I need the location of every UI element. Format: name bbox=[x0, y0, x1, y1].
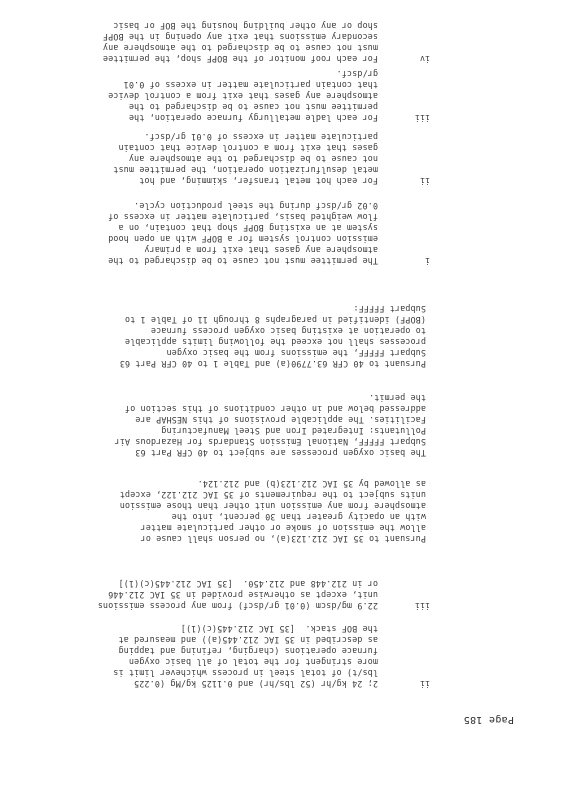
text-line: The basic oxygen processes are subject to 40 CFR Part 63 bbox=[135, 448, 426, 458]
text-line: system at an existing BOPF shop that contain, on a bbox=[118, 223, 378, 233]
text-line: particulate matter in excess of 0.01 gr/dscf. bbox=[144, 132, 378, 142]
text-line: allow the emission of smoke or other particulate matter bbox=[140, 523, 426, 533]
text-line: For each roof monitor of the BOPF shop, the permittee bbox=[102, 54, 378, 64]
text-line: emission control system for a BOPF with an open hood bbox=[108, 234, 378, 244]
text-line: For each ladle metallurgy furnace operation, the bbox=[128, 113, 378, 123]
text-line: atmosphere any gases that exit from a primary bbox=[144, 245, 378, 255]
text-line: more stringent for the total of all basic oxygen bbox=[128, 657, 378, 667]
text-line: the permit. bbox=[368, 393, 426, 403]
text-line: processes shall not exceed the following limits applicable bbox=[124, 337, 426, 347]
text-line: Pollutants: Integrated Iron and Steel Manufacturing bbox=[161, 426, 426, 436]
text-line: lbs/t) of total steel in process whichever limit is bbox=[113, 668, 378, 678]
text-line: to operation at existing basic oxygen process furnace bbox=[150, 326, 426, 336]
text-line: units subject to the requirements of 35 IAC 212.122, except bbox=[119, 490, 426, 500]
text-line: unit, except as otherwise provided in 35 IAC 212.446 bbox=[108, 590, 378, 600]
text-line: flow weighted basis, particulate matter in excess of bbox=[108, 212, 378, 222]
text-line: For each hot metal transfer, skimming, and hot bbox=[139, 176, 378, 186]
text-line: that contain particulate matter in excess of 0.01 bbox=[123, 80, 378, 90]
text-line: permittee must not cause to be discharged to the bbox=[128, 102, 378, 112]
text-line: gases that exit from a control device that contain bbox=[118, 143, 378, 153]
text-line: as allowed by 35 IAC 212.123(b) and 212.124. bbox=[197, 479, 426, 489]
text-line: with an opacity greater than 30 percent, into the bbox=[171, 512, 426, 522]
paragraph-label: ii bbox=[419, 679, 430, 689]
text-line: addressed below and in other conditions of this section of bbox=[124, 404, 426, 414]
text-line: The permittee must not cause to be discharged to the bbox=[108, 256, 378, 266]
paragraph-label: ii bbox=[419, 176, 430, 186]
text-line: not cause to be discharged to the atmosphere any bbox=[128, 154, 378, 164]
text-line: the BOF stack. [35 IAC 212.445(c)(1)] bbox=[180, 624, 378, 634]
paragraph-label: iii bbox=[414, 601, 430, 611]
text-line: 2; 24 kg/hr (52 lbs/hr) and 0.1125 kg/Mg (0.225 bbox=[133, 679, 378, 689]
text-line: Pursuant to 40 CFR 63.7790(a) and Table 1 to 40 CFR Part 63 bbox=[119, 359, 426, 369]
paragraph-label: iii bbox=[414, 113, 430, 123]
text-line: Facilities. The applicable provisions of this NESHAP are bbox=[135, 415, 426, 425]
text-line: metal desulfurization operation, the permittee must bbox=[113, 165, 378, 175]
text-line: Subpart FFFFF, the emissions from the basic oxygen bbox=[166, 348, 426, 358]
text-line: 22.9 mg/dscm (0.01 gr/dscf) from any process emissions bbox=[97, 601, 378, 611]
text-line: Subpart FFFFF, National Emission Standards for Hazardous Air bbox=[114, 437, 426, 447]
text-line: Pursuant to 35 IAC 212.123(a), no person shall cause or bbox=[140, 534, 426, 544]
text-line: shop or any other building housing the BOF or basic bbox=[113, 21, 378, 31]
text-line: gr/dscf. bbox=[336, 69, 378, 79]
text-line: or in 212.448 and 212.450. [35 IAC 212.445(c)(1)] bbox=[118, 579, 378, 589]
text-line: atmosphere from any emission unit other than those emission bbox=[119, 501, 426, 511]
text-line: must not cause to be discharged to the atmosphere any bbox=[102, 43, 378, 53]
text-line: secondary emissions that exit any opening in the BOPF bbox=[102, 32, 378, 42]
text-line: (BOPF) identified in paragraphs 8 through 11 of Table 1 to bbox=[124, 315, 426, 325]
text-line: 0.02 gr/dscf during the steel production cycle. bbox=[133, 201, 378, 211]
text-line: Subpart FFFFF: bbox=[353, 304, 426, 314]
text-line: atmosphere any gases that exit from a control device bbox=[108, 91, 378, 101]
text-line: furnace operations (charging, refining and tapping bbox=[118, 646, 378, 656]
text-line: as described in 35 IAC 212.445(a)) and measured at bbox=[118, 635, 378, 645]
paragraph-label: iv bbox=[419, 54, 430, 64]
paragraph-label: i bbox=[424, 256, 430, 266]
page-header: Page 185 bbox=[463, 714, 514, 725]
